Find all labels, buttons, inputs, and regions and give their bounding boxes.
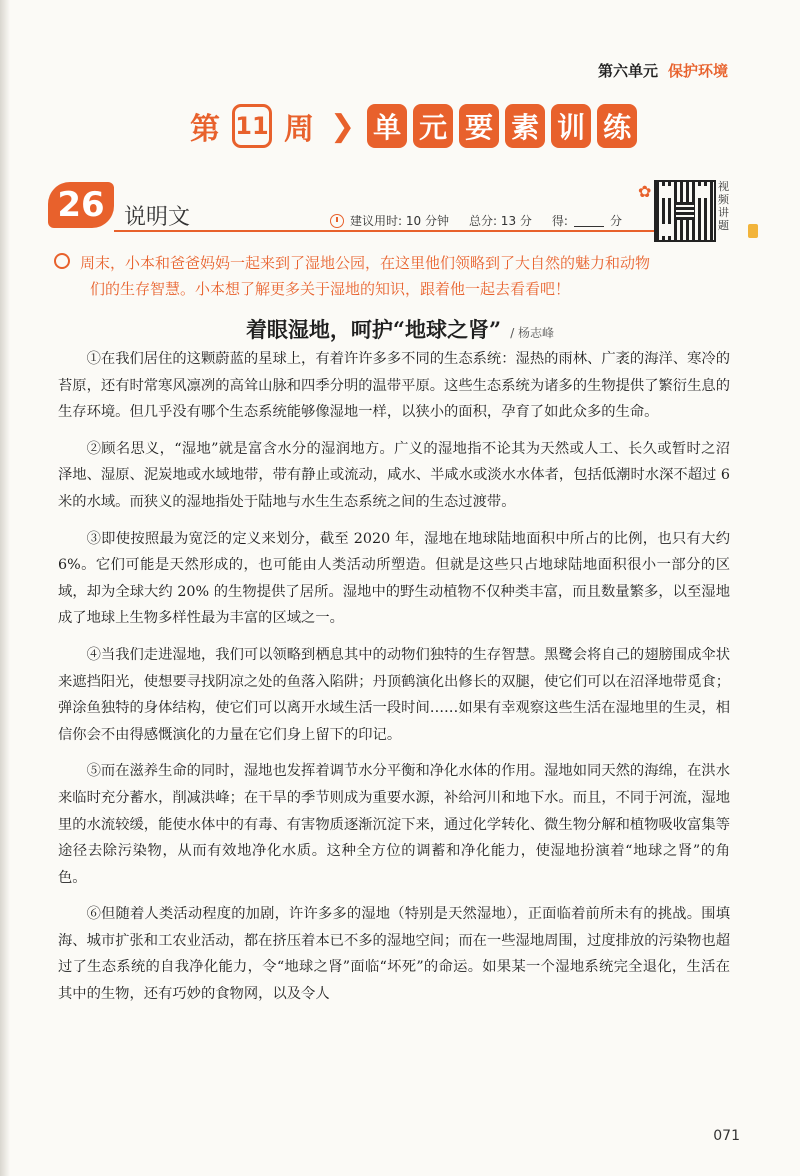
intro-line-1: 周末，小本和爸爸妈妈一起来到了湿地公园，在这里他们领略到了大自然的魅力和动物 <box>80 254 651 272</box>
week-title <box>190 104 637 148</box>
clock-icon <box>330 214 344 228</box>
sprout-icon: ✿ <box>638 182 652 201</box>
lesson-number-badge: 26 <box>48 182 114 228</box>
title-char: 练 <box>597 104 637 148</box>
page-number: 071 <box>713 1128 740 1144</box>
paragraph: ①在我们居住的这颗蔚蓝的星球上，有着许许多多不同的生态系统：湿热的雨林、广袤的海洋、寒冷的苔原，还有时常寒风凛冽的高耸山脉和四季分明的温带平原。这些生态系统为诸多的生物提供了繁衍生息的生存环境。但几乎没有哪个生态系统能够像湿地一样，以狭小的面积，孕育了如此众多的生命。 <box>58 351 730 421</box>
paragraph: ④当我们走进湿地，我们可以领略到栖息其中的动物们独特的生存智慧。黑鹭会将自己的翅膀围成伞状来遮挡阳光，使想要寻找阴凉之处的鱼落入陷阱；丹顶鹤演化出修长的双腿，使它们可以在沼泽地带觅食；弹涂鱼独特的身体结构，使它们可以离开水域生活一段时间……如果有幸观察这些生活在湿地里的生灵，相信你会不由得感慨演化的力量在它们身上留下的印记。 <box>58 646 730 743</box>
paragraph: ②顾名思义，“湿地”就是富含水分的湿润地方。广义的湿地指不论其为天然或人工、长久或暂时之沼泽地、湿原、泥炭地或水域地带，带有静止或流动，咸水、半咸水或淡水水体者，包括低潮时水深不超过 6 米的水域。而狭义的湿地指处于陆地与水生生态系统之间的生态过渡带。 <box>58 440 730 510</box>
video-label: 视频讲题 <box>718 180 729 232</box>
suggested-time: 建议用时: 10 分钟 <box>350 214 449 228</box>
chevron-right-icon: ❯ <box>330 108 356 144</box>
title-char: 元 <box>413 104 453 148</box>
intro-line-2: 们的生存智慧。小本想了解更多关于湿地的知识，跟着他一起去看看吧！ <box>90 280 571 298</box>
unit-theme: 保护环境 <box>667 62 728 80</box>
unit-training-title <box>367 104 637 148</box>
paragraph: ③即使按照最为宽泛的定义来划分，截至 2020 年，湿地在地球陆地面积中所占的比例，也只有大约 6%。它们可能是天然形成的，也可能由人类活动所塑造。但就是这些只占地球陆地面积很小一部分的区域，却为全球大约 20% 的生物提供了居所。湿地中的野生动植物不仅种类丰富，而且数量繁多，以至湿地成了地球上生物多样性最为丰富的区域之一。 <box>58 530 730 627</box>
book-spine-shadow <box>0 0 10 1176</box>
qr-code[interactable] <box>654 180 716 242</box>
article-title <box>0 314 800 344</box>
time-info <box>330 212 622 229</box>
total-score: 总分: 13 分 <box>468 214 532 228</box>
paragraph: ⑤而在滋养生命的同时，湿地也发挥着调节水分平衡和净化水体的作用。湿地如同天然的海绵，在洪水来临时充分蓄水，削减洪峰；在干旱的季节则成为重要水源，补给河川和地下水。而且，不同于河流，湿地里的水流较缓，能使水体中的有毒、有害物质逐渐沉淀下来，通过化学转化、微生物分解和植物吸收富集等途径去除污染物，从而有效地净化水质。这种全方位的调蓄和净化能力，使湿地扮演着“地球之肾”的角色。 <box>58 763 730 886</box>
target-icon <box>54 253 70 269</box>
paragraph: ⑥但随着人类活动程度的加剧，许许多多的湿地（特别是天然湿地），正面临着前所未有的挑战。围填海、城市扩张和工农业活动，都在挤压着本已不多的湿地空间；而在一些湿地周围，过度排放的污染物也超过了生态系统的自我净化能力，令“地球之肾”面临“坏死”的命运。如果某一个湿地系统完全退化，生活在其中的生物，还有巧妙的食物网，以及令人 <box>58 906 730 1003</box>
title-char: 单 <box>367 104 407 148</box>
bookmark-tab-icon <box>748 224 758 238</box>
title-char: 素 <box>505 104 545 148</box>
score-gain-unit: 分 <box>609 214 622 228</box>
week-prefix: 第 <box>190 112 220 147</box>
score-blank <box>574 214 604 227</box>
section-bar <box>48 178 729 236</box>
score-gain-label: 得: <box>551 214 568 228</box>
article-author: / 杨志峰 <box>510 326 555 340</box>
week-number: 11 <box>232 104 272 148</box>
section-divider <box>114 230 674 232</box>
week-suffix: 周 <box>284 112 314 147</box>
unit-name: 第六单元 <box>597 62 658 80</box>
title-char: 要 <box>459 104 499 148</box>
unit-header <box>598 60 728 81</box>
intro-text <box>54 250 734 302</box>
lesson-type: 说明文 <box>124 205 191 230</box>
title-char: 训 <box>551 104 591 148</box>
article-title-text: 着眼湿地，呵护“地球之肾” <box>245 317 502 342</box>
article-body <box>58 346 730 1018</box>
